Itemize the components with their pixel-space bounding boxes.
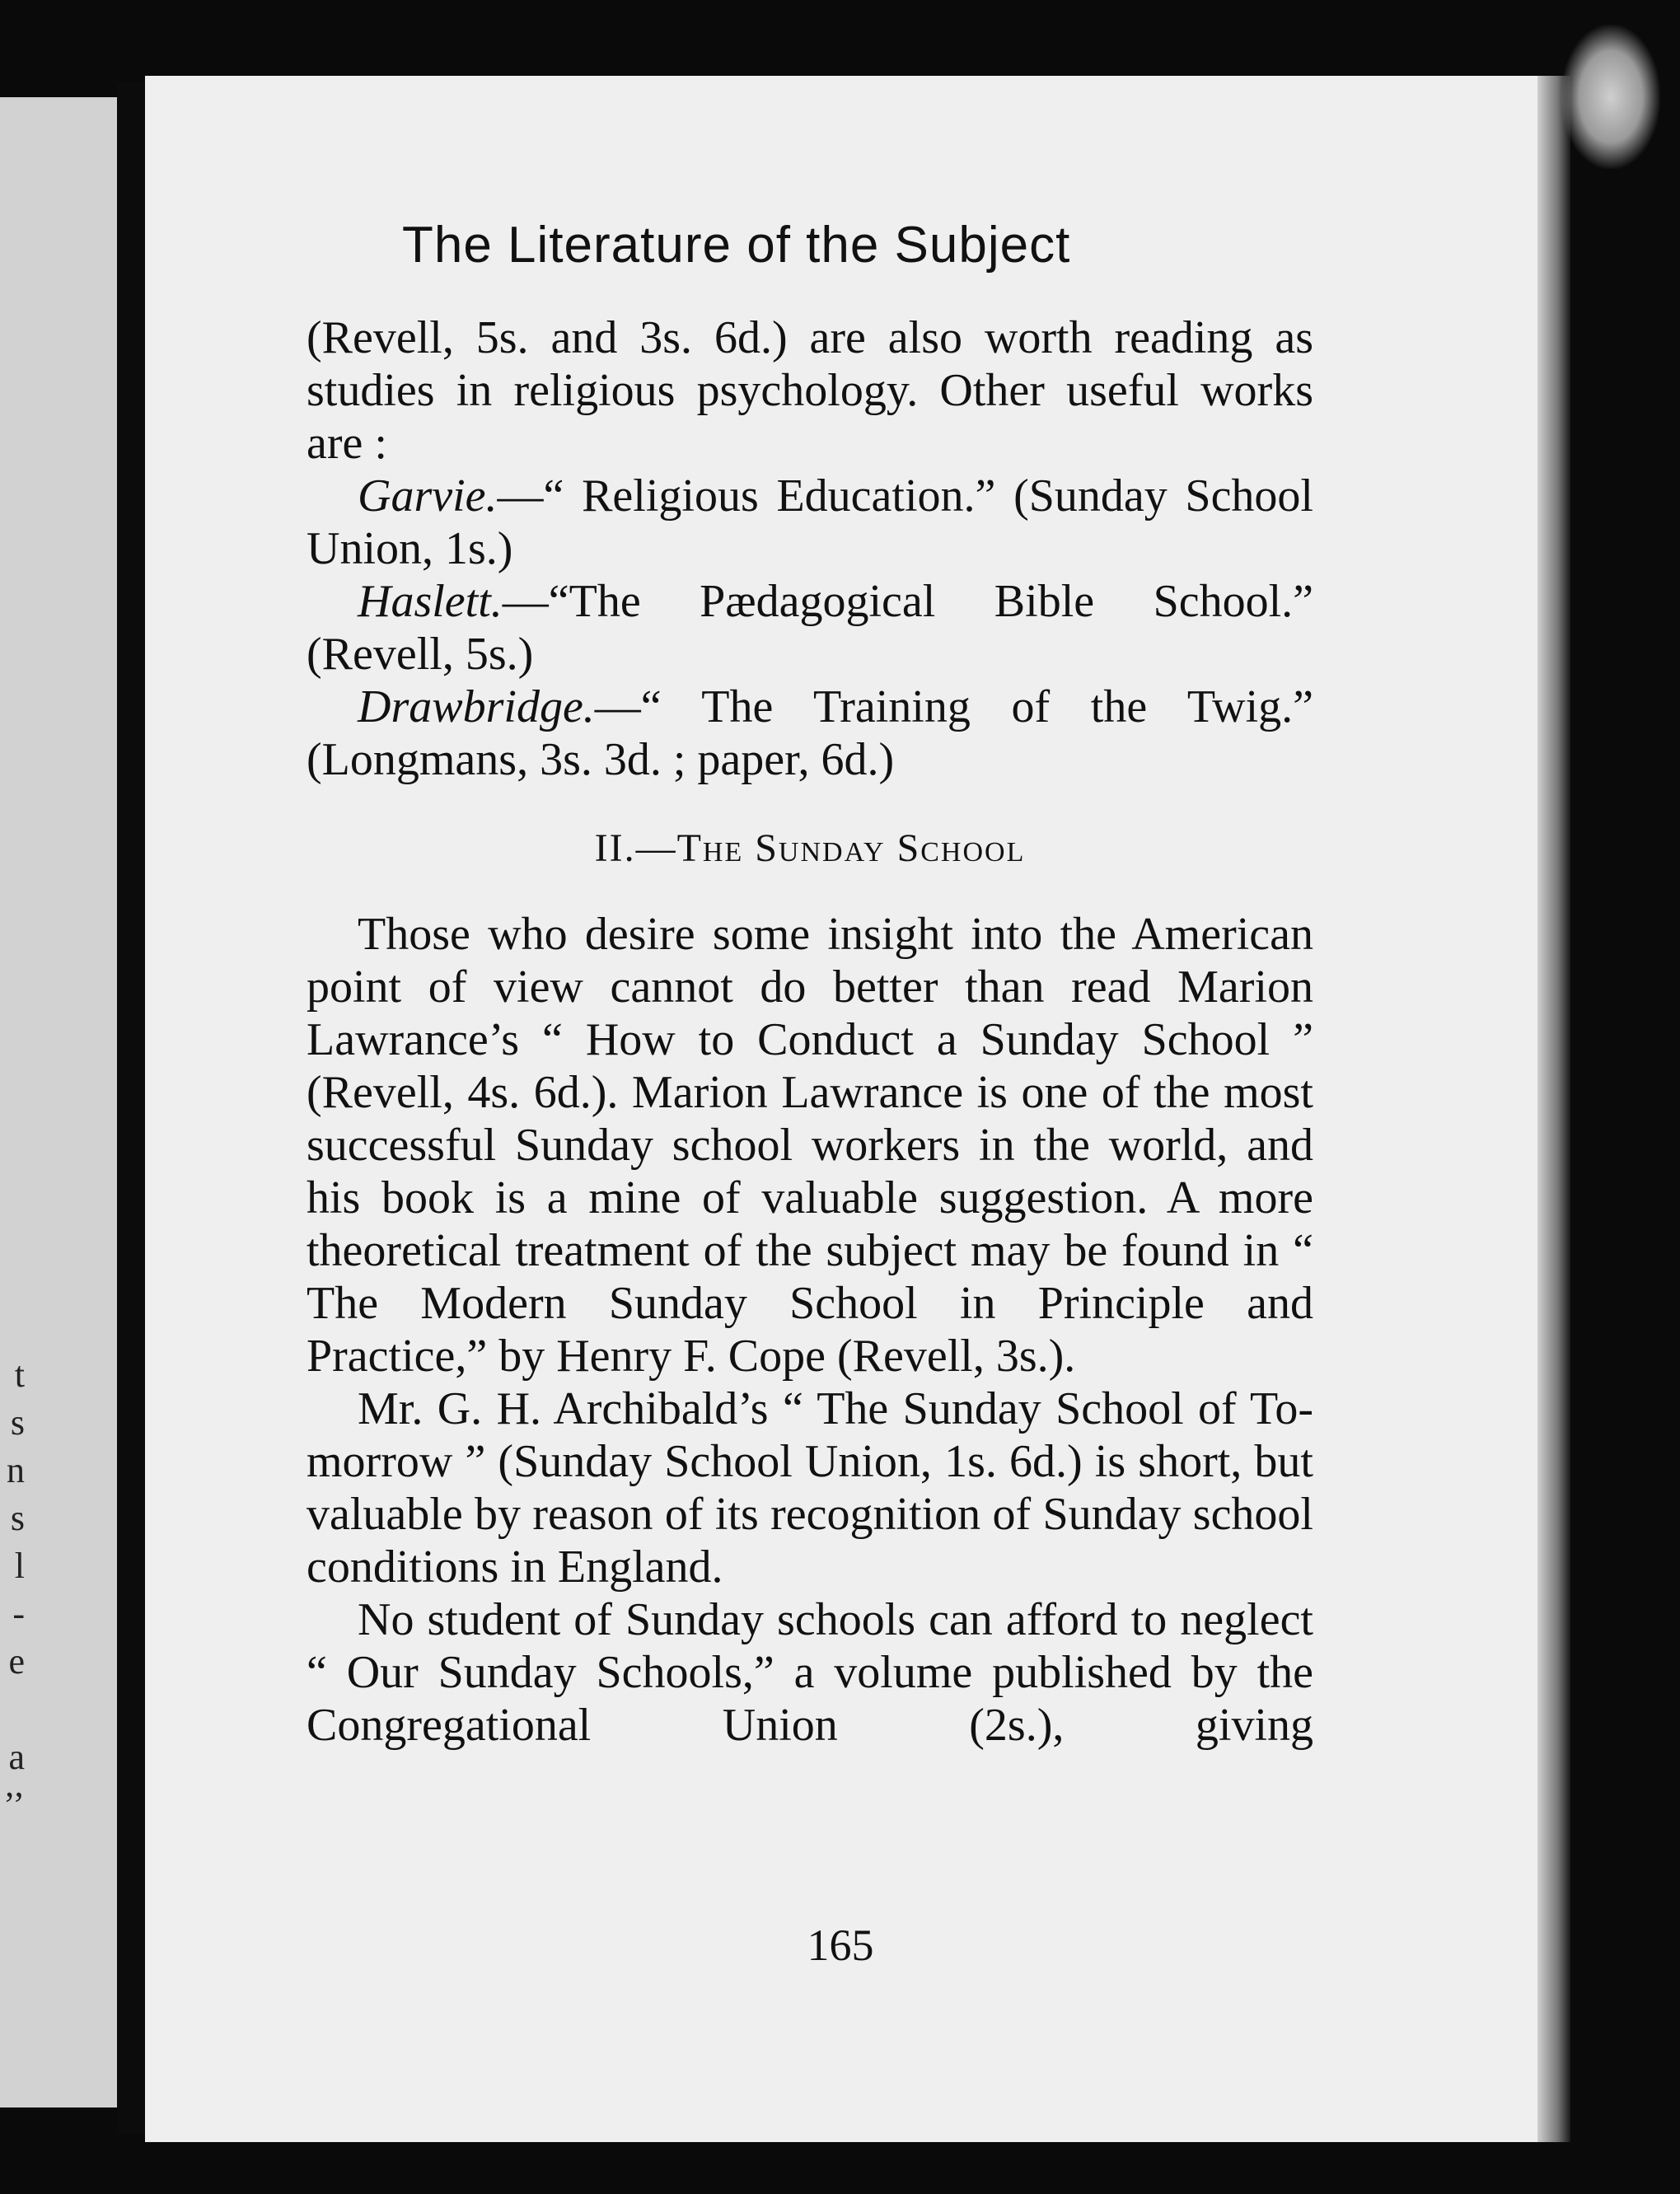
paragraph: Mr. G. H. Archibald’s “ The Sunday School of To-morrow ” (Sunday School Union, 1s. 6d.) is short, but valuable by reason of its recognition of Sunday school conditions in England. xyxy=(307,1383,1313,1593)
section-heading: II.—The Sunday School xyxy=(594,826,1026,870)
running-head: The Literature of the Subject xyxy=(402,217,1071,274)
bibliography-entry xyxy=(307,470,1313,575)
paragraph: Those who desire some insight into the American point of view cannot do better than read Marion Lawrance’s “ How to Conduct a Sunday School ” (Revell, 4s. 6d.). Marion Lawrance is one of the most successful Sunday school workers in the world, and his book is a mine of valuable suggestion. A more theoretical treatment of the subject may be found in “ The Modern Sunday School in Principle and Practice,” by Henry F. Cope (Revell, 3s.). xyxy=(307,909,1313,1382)
entry-text: —“ The Training of the Twig.” (Longmans, 3s. 3d. ; paper, 6d.) xyxy=(307,681,1313,785)
paper-stain xyxy=(1561,25,1660,169)
fragment: t xyxy=(14,1354,25,1395)
fragment: s xyxy=(10,1498,25,1538)
entry-text: —“The Pædagogical Bible School.” (Revell, 5s.) xyxy=(307,576,1313,680)
entry-author: Haslett. xyxy=(358,576,503,627)
paragraph: No student of Sunday schools can afford to neglect “ Our Sunday Schools,” a volume published by the Congregational Union (2s.), giving xyxy=(307,1594,1313,1751)
fragment: s xyxy=(10,1402,25,1443)
fragment: l xyxy=(14,1546,25,1586)
opening-paragraph: (Revell, 5s. and 3s. 6d.) are also worth reading as studies in religious psychology. Other useful works are : xyxy=(307,312,1313,469)
bibliography-entry xyxy=(307,681,1313,786)
book-gutter xyxy=(117,82,145,2134)
fragment: a xyxy=(8,1737,25,1777)
page-number: 165 xyxy=(807,1920,874,1970)
page-fore-edge xyxy=(1537,76,1570,2142)
bibliography-entry xyxy=(307,575,1313,681)
entry-text: —“ Religious Education.” (Sunday School Union, 1s.) xyxy=(307,470,1313,574)
body-text xyxy=(307,311,1313,1752)
entry-author: Drawbridge. xyxy=(358,681,595,732)
fragment: ’’ xyxy=(2,1785,25,1825)
fragment: - xyxy=(12,1593,25,1634)
entry-author: Garvie. xyxy=(358,470,498,522)
fragment: e xyxy=(8,1641,25,1682)
fragment: n xyxy=(7,1450,25,1490)
facing-page-text-fragments xyxy=(0,1351,25,1829)
fragment xyxy=(0,1686,25,1733)
